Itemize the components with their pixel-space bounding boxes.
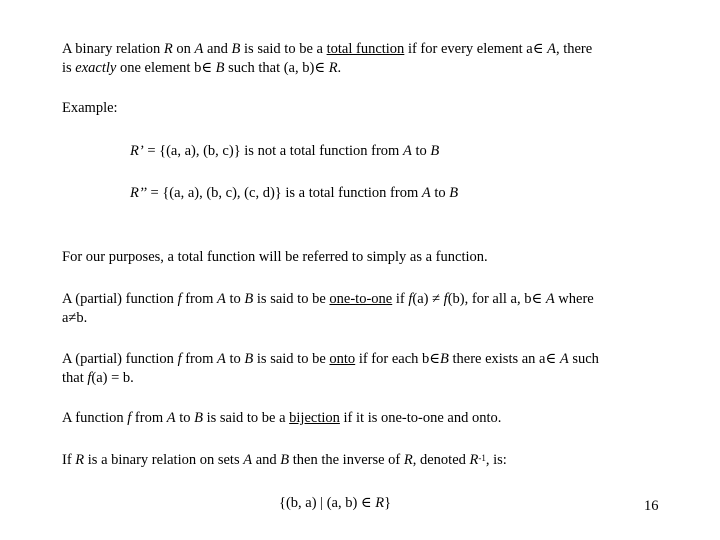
text: B [194,410,203,426]
text: R [328,60,338,76]
text: there exists an a∈ [448,351,560,367]
bijection-definition [62,409,501,427]
text: B [244,291,254,307]
text: one element b∈ [116,60,216,76]
text: to [430,185,450,201]
text: is [62,60,76,76]
superscript: -1 [478,453,486,463]
text: to [411,143,431,159]
text: and [203,41,232,57]
term-total-function: total function [326,41,405,57]
example-1 [130,142,439,160]
text: R’ [130,143,144,159]
total-function-definition-line1 [62,40,592,58]
onto-definition-line1 [62,350,599,368]
text: then the inverse of [289,452,404,468]
text: R [75,452,85,468]
text: A [243,452,253,468]
text: A [559,351,569,367]
text: from [181,351,218,367]
text: f [443,291,448,307]
text: A function [62,410,128,426]
text: A [547,41,556,57]
text: is said to be a [202,410,290,426]
text: such [568,351,599,367]
text: exactly [75,60,117,76]
text: A [166,410,176,426]
text: If [62,452,76,468]
text: , there [555,41,593,57]
text: } [384,495,392,511]
text: that [62,370,88,386]
text: f [177,351,182,367]
text: B [449,185,459,201]
text: B [280,452,290,468]
text: f [408,291,413,307]
text: f [177,291,182,307]
text: B [440,351,449,367]
text: from [131,410,167,426]
text: to [225,351,245,367]
text: R [163,41,173,57]
text: R [375,495,385,511]
one-to-one-definition-line2: a≠b. [62,310,88,326]
total-function-definition-line2 [62,59,341,77]
example-2 [130,184,458,202]
text: if for each b∈ [355,351,440,367]
text: to [175,410,195,426]
text: is said to be a [240,41,327,57]
text: if it is one-to-one and onto. [339,410,502,426]
one-to-one-definition-line1 [62,290,594,308]
text: R’’ [130,185,147,201]
text: B [215,60,225,76]
text: R [403,452,413,468]
text: A [194,41,204,57]
text: is said to be [253,291,330,307]
example-label: Example: [62,100,118,116]
term-bijection: bijection [289,410,340,426]
text: is a binary relation on sets [84,452,244,468]
text: f [127,410,132,426]
term-one-to-one: one-to-one [329,291,393,307]
text: if for every element a∈ [404,41,548,57]
text: such that (a, b)∈ [224,60,329,76]
text: B [244,351,254,367]
purposes-note: For our purposes, a total function will be referred to simply as a function. [62,249,488,265]
term-onto: onto [329,351,356,367]
text: (a) ≠ [412,291,444,307]
text: and [252,452,281,468]
text: A [217,351,226,367]
page-number: 16 [644,498,659,514]
text: A (partial) function [62,291,178,307]
text: on [172,41,195,57]
text: A [402,143,412,159]
inverse-formula [279,494,391,512]
text: R [469,452,479,468]
text: {(b, a) | (a, b) ∈ [279,495,376,511]
inverse-definition [62,451,507,469]
text: from [181,291,218,307]
text: A [545,291,555,307]
text: A [217,291,226,307]
text: to [225,291,245,307]
onto-definition-line2 [62,369,134,387]
text: = {(a, a), (b, c)} is not a total function from [143,143,403,159]
text: where [554,291,594,307]
text: = {(a, a), (b, c), (c, d)} is a total function from [146,185,422,201]
text: (b), for all a, b∈ [447,291,546,307]
text: , denoted [412,452,470,468]
text: . [337,60,342,76]
text: is said to be [253,351,330,367]
text: A [421,185,431,201]
text: (a) = b. [91,370,134,386]
text: if [392,291,409,307]
text: , is: [485,452,507,468]
text: A binary relation [62,41,164,57]
text: f [87,370,92,386]
text: B [430,143,440,159]
text: B [231,41,241,57]
text: A (partial) function [62,351,178,367]
